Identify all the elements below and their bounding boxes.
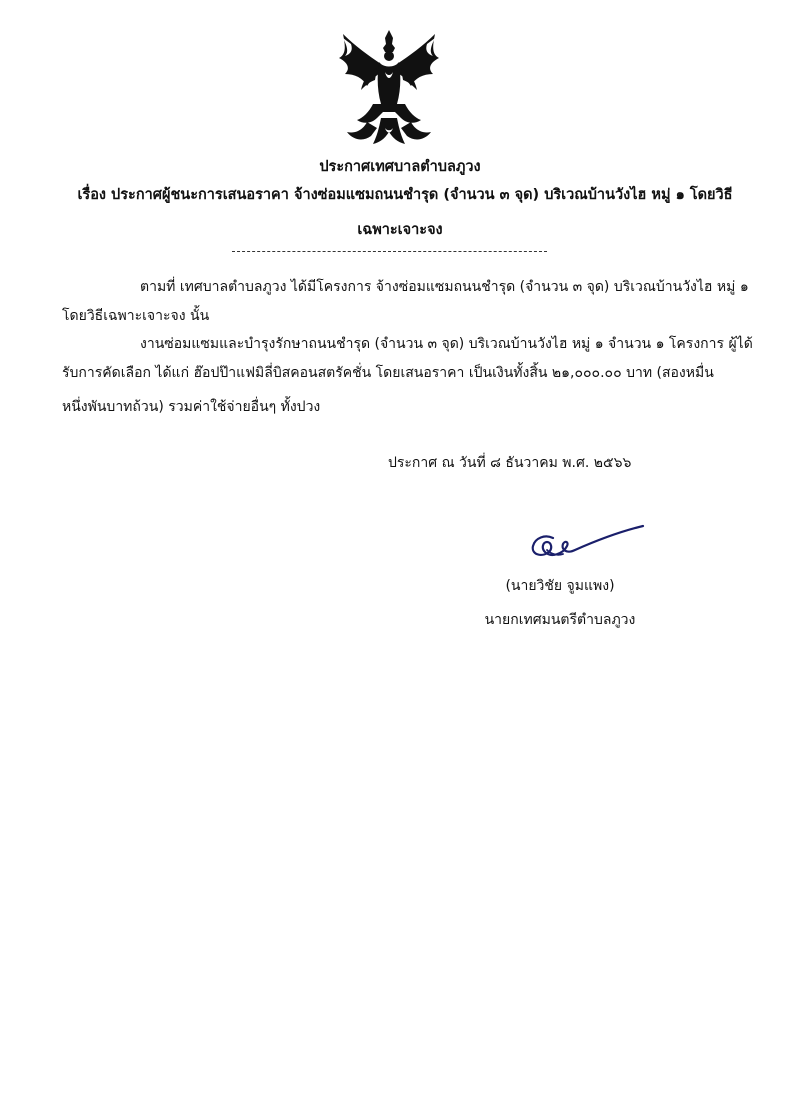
paragraph-1-line-1: ตามที่ เทศบาลตำบลภูวง ได้มีโครงการ จ้างซ่อมแซมถนนชำรุด (จำนวน ๓ จุด) บริเวณบ้านวังไฮ หมู่ ๑ bbox=[140, 279, 749, 295]
paragraph-2-line-2: รับการคัดเลือก ได้แก่ ฮ๊อปป๊าแฟมิลี่บิสคอนสตรัคชั่น โดยเสนอราคา เป็นเงินทั้งสิ้น ๒๑,๐๐๐.๐๐ บาท (สองหมื่น bbox=[62, 365, 714, 381]
paragraph-2-line-3: หนึ่งพันบาทถ้วน) รวมค่าใช้จ่ายอื่นๆ ทั้งปวง bbox=[62, 399, 321, 415]
signer-name: (นายวิชัย จูมแพง) bbox=[505, 578, 615, 594]
signer-title: นายกเทศมนตรีตำบลภูวง bbox=[484, 612, 636, 628]
garuda-emblem-icon bbox=[333, 28, 445, 150]
subject-line: เรื่อง ประกาศผู้ชนะการเสนอราคา จ้างซ่อมแซมถนนชำรุด (จำนวน ๓ จุด) บริเวณบ้านวังไฮ หมู่ ๑ โดยวิธี bbox=[77, 187, 733, 203]
signature bbox=[523, 520, 648, 565]
separator-line bbox=[232, 251, 547, 252]
paragraph-2-line-1: งานซ่อมแซมและบำรุงรักษาถนนชำรุด (จำนวน ๓ จุด) บริเวณบ้านวังไฮ หมู่ ๑ จำนวน ๑ โครงการ ผู้ได้ bbox=[140, 336, 753, 352]
announcement-title: ประกาศเทศบาลตำบลภูวง bbox=[319, 159, 481, 175]
paragraph-1-line-2: โดยวิธีเฉพาะเจาะจง นั้น bbox=[62, 308, 210, 324]
subject-line-continued: เฉพาะเจาะจง bbox=[357, 222, 443, 238]
announcement-date: ประกาศ ณ วันที่ ๘ ธันวาคม พ.ศ. ๒๕๖๖ bbox=[388, 455, 632, 471]
